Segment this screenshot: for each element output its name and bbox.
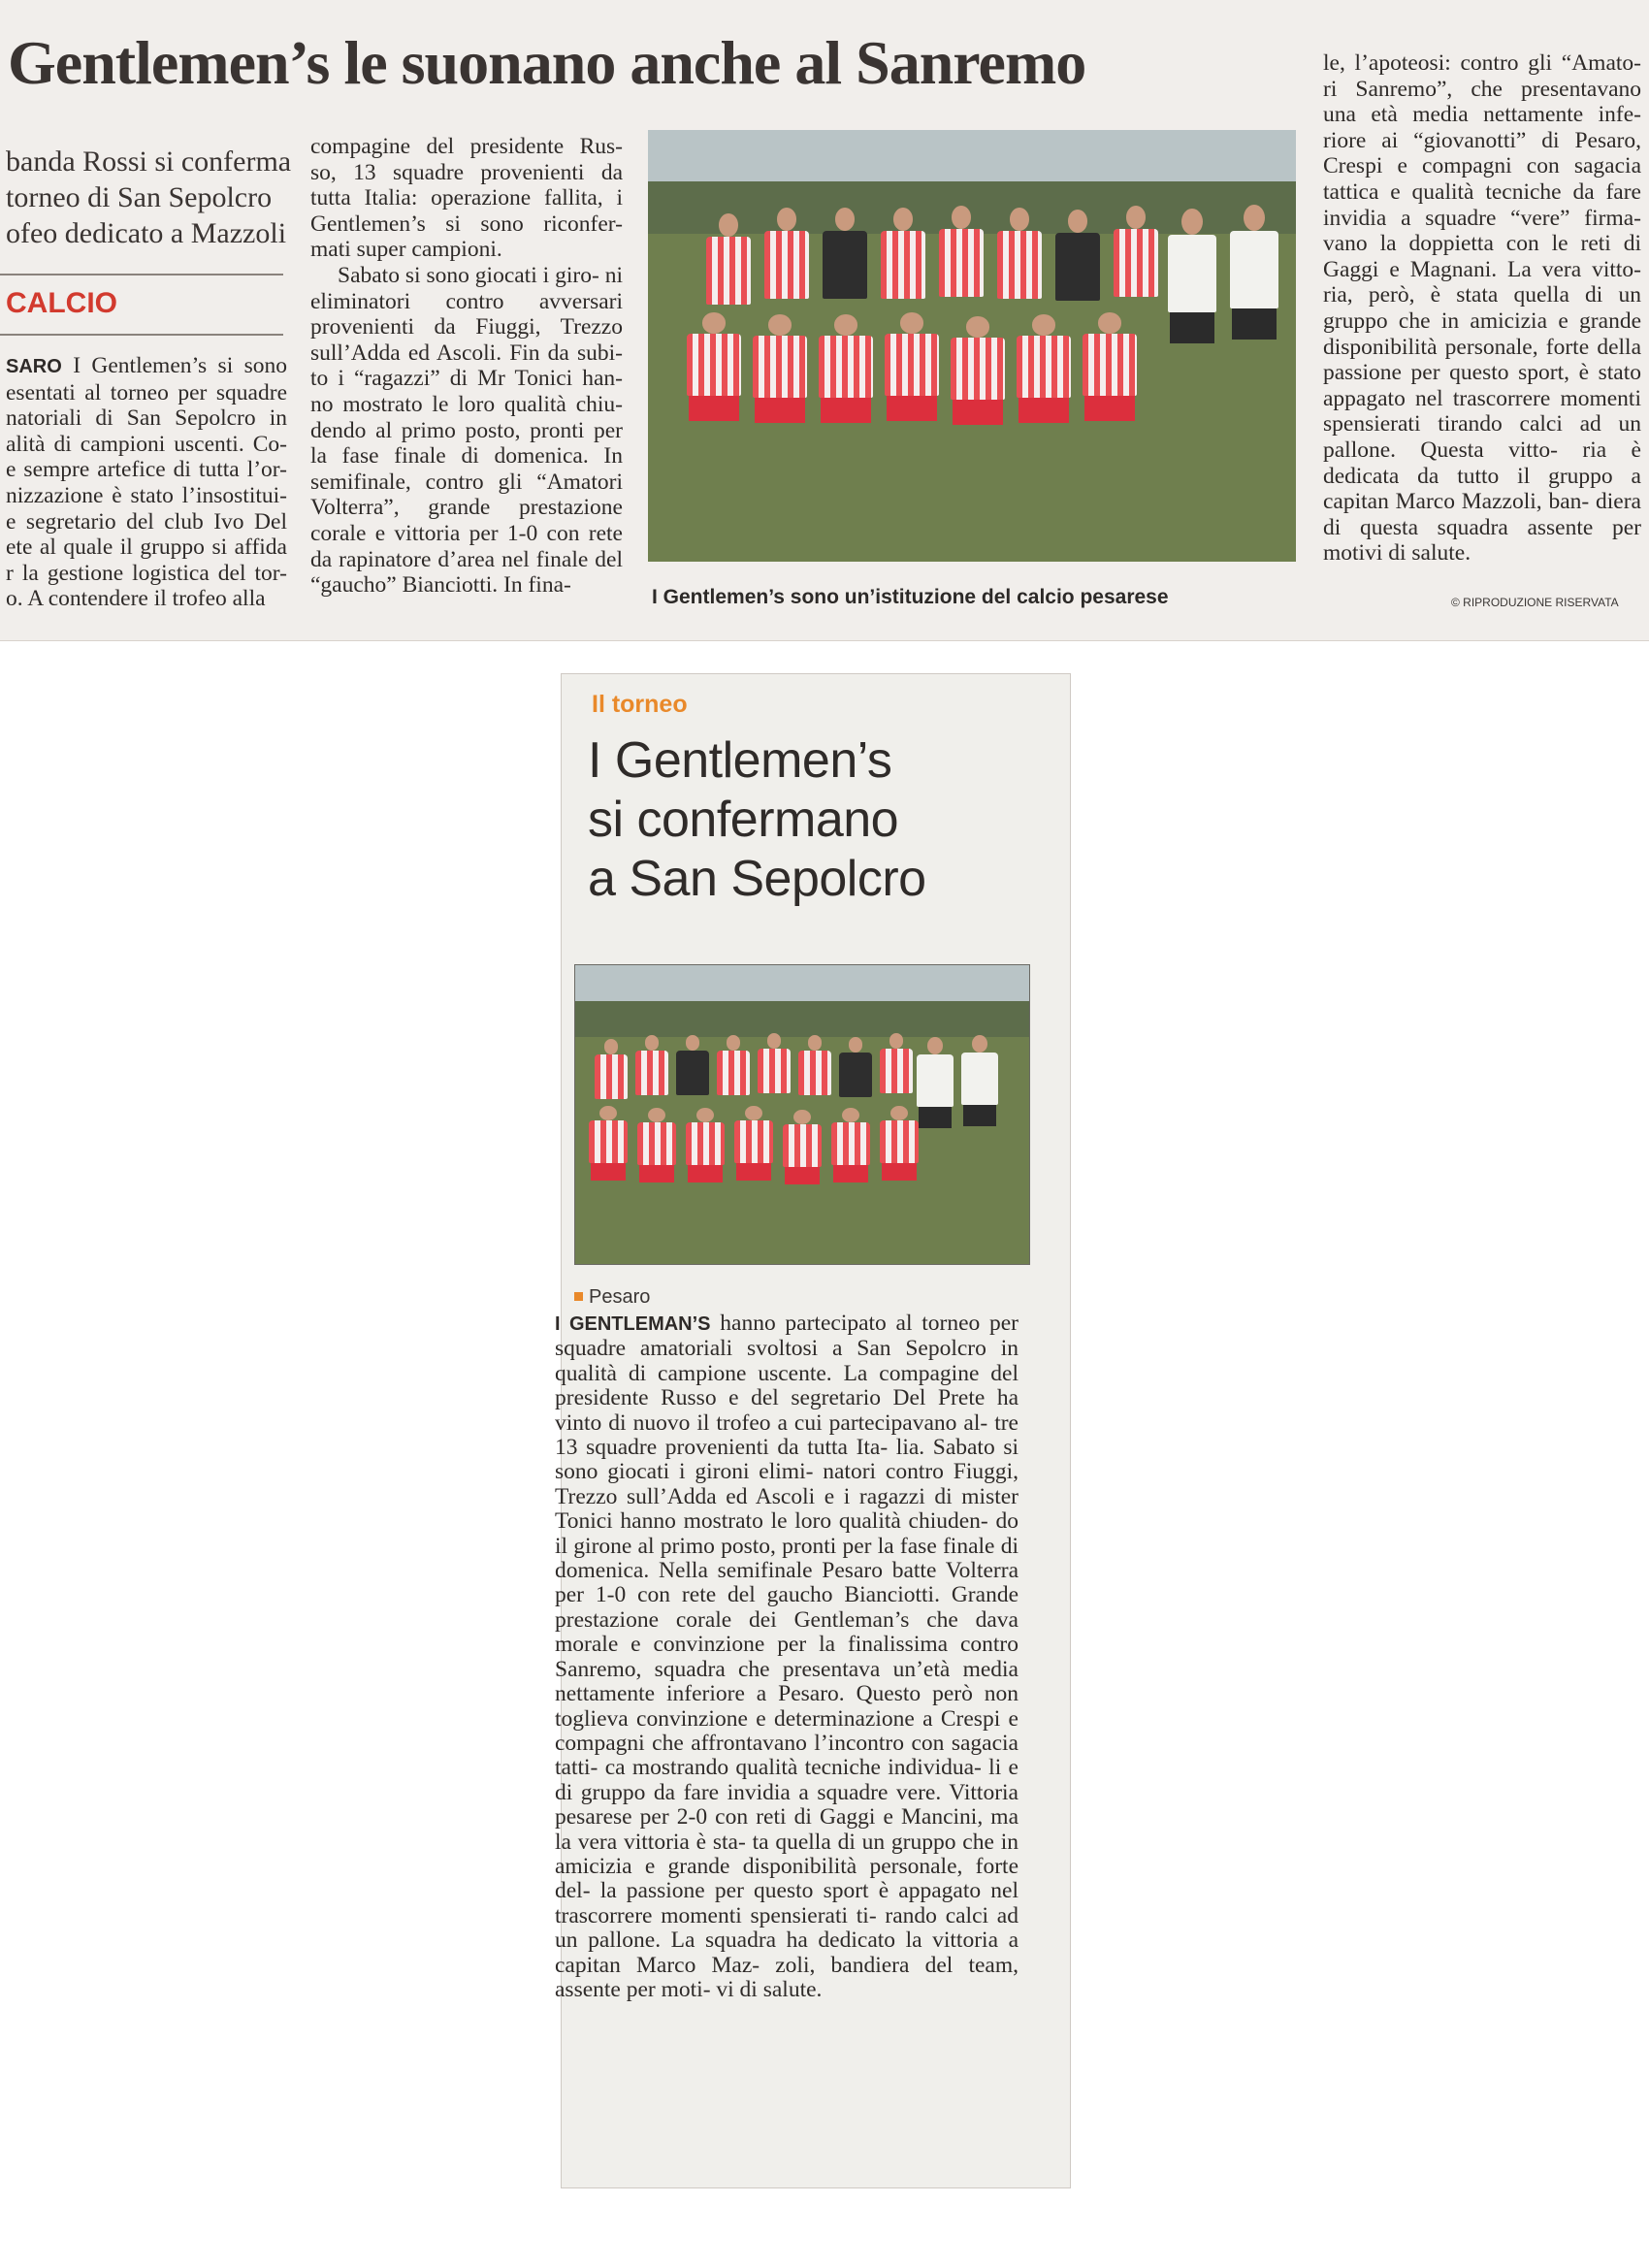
- section-label: CALCIO: [6, 287, 117, 319]
- player-figure: [734, 1120, 773, 1163]
- copyright-notice: © RIPRODUZIONE RISERVATA: [1451, 596, 1619, 609]
- square-bullet-icon: [574, 1292, 583, 1301]
- subhead-line: banda Rossi si conferma: [6, 146, 292, 178]
- headline-line: a San Sepolcro: [588, 851, 926, 907]
- article1-column-1: [6, 353, 287, 612]
- player-figure: [1017, 336, 1071, 398]
- article2-body: [555, 1312, 1018, 2002]
- player-figure: [823, 231, 867, 299]
- team-photo: [648, 130, 1296, 562]
- player-figure: [758, 1049, 791, 1093]
- player-figure: [880, 1049, 913, 1093]
- player-figure: [885, 334, 939, 396]
- player-figure: [1083, 334, 1137, 396]
- player-figure: [1168, 235, 1216, 312]
- article1-place: SARO: [6, 356, 62, 377]
- player-figure: [637, 1122, 676, 1165]
- divider: [0, 334, 283, 336]
- player-figure: [1230, 231, 1278, 308]
- player-figure: [951, 338, 1005, 400]
- paragraph: Sabato si sono giocati i giro- ni eliminatori contro avversari provenienti da Fiuggi, Trezzo sull’Adda ed Ascoli. Fin da subi- to i “ragazzi” di Mr Tonici han- no mostrato le loro qualità chiu- dendo al primo posto, pronti per la fase finale di domenica. In semifinale, contro gli “Amatori Volterra”, grande prestazione corale e vittoria per 1-0 con rete da rapinatore d’area nel finale del “gaucho” Bianciotti. In fina-: [310, 262, 623, 599]
- article1-column-4: le, l’apoteosi: contro gli “Amato- ri Sanremo”, che presentavano una età media nettamente infe- riore ai “giovanotti” di Pesaro, Crespi e compagni con sagacia tattica e qualità tecniche da fare invidia a squadre “vere” firma- vano la doppietta con le reti di Gaggi e Magnani. La vera vitto- ria, però, è stata quella di un gruppo che in amicizia e grande disponibilità personale, forte della passione per questo sport, è stato appagato nel trascorrere momenti spensierati tirando calci ad un pallone. Questa vitto- ria è dedicata da tutto il gruppo a capitan Marco Mazzoli, ban- diera di questa squadra assente per motivi di salute.: [1323, 50, 1641, 567]
- clipping-top: [0, 0, 1649, 641]
- article1-headline: Gentlemen’s le suonano anche al Sanremo: [8, 28, 1086, 97]
- player-figure: [917, 1054, 954, 1107]
- player-figure: [764, 231, 809, 299]
- article1-column-2: [310, 134, 623, 599]
- player-figure: [839, 1053, 872, 1097]
- player-figure: [819, 336, 873, 398]
- article2-body-text: hanno partecipato al torneo per squadre amatoriali svoltosi a San Sepolcro in qualità di campione uscente. La compagine del presidente Russo e del segretario Del Prete ha vinto di nuovo il trofeo a cui partecipavano al- tre 13 squadre provenienti da tutta Ita- lia. Sabato si sono giocati i gironi elimi- natori contro Fiuggi, Trezzo sull’Adda ed Ascoli e i ragazzi di mister Tonici hanno mostrato le loro qualità chiuden- do il girone al primo posto, pronti per la fase finale di domenica. Nella semifinale Pesaro batte Volterra per 1-0 con rete del gaucho Bianciotti. Grande prestazione corale dei Gentleman’s che dava morale e convinzione per la finalissima contro Sanremo, squadra che presentava un’età media nettamente inferiore a Pesaro. Questo però non toglieva convinzione e determinazione a Crespi e compagni che affrontavano l’incontro con sagacia tatti- ca mostrando qualità tecniche individua- li e di gruppo da fare invidia a squadre vere. Vittoria pesarese per 2-0 con reti di Gaggi e Mancini, ma la vera vittoria è sta- ta quella di un gruppo che in amicizia e grande disponibilità personale, forte del- la passione per questo sport è appagato nel trascorrere momenti spensierati ti- rando calci ad un pallone. La squadra ha dedicato la vittoria a capitan Marco Maz- zoli, bandiera del team, assente per moti- vi di salute.: [555, 1311, 1018, 2002]
- player-figure: [783, 1124, 822, 1167]
- article2-headline: [588, 731, 1044, 909]
- player-figure: [686, 1122, 725, 1165]
- photo-caption: I Gentlemen’s sono un’istituzione del calcio pesarese: [652, 586, 1169, 608]
- team-photo-small: [574, 964, 1030, 1265]
- player-figure: [939, 229, 984, 297]
- player-figure: [961, 1053, 998, 1105]
- player-figure: [706, 237, 751, 305]
- article2-kicker: Il torneo: [592, 691, 688, 718]
- player-figure: [880, 1120, 919, 1163]
- player-figure: [753, 336, 807, 398]
- player-figure: [687, 334, 741, 396]
- headline-line: I Gentlemen’s: [588, 732, 892, 789]
- player-figure: [635, 1051, 668, 1095]
- player-figure: [798, 1051, 831, 1095]
- article2-dateline: [574, 1286, 650, 1309]
- player-figure: [1055, 233, 1100, 301]
- player-figure: [589, 1120, 628, 1163]
- paragraph: compagine del presidente Rus- so, 13 squadre provenienti da tutta Italia: operazione fallita, i Gentlemen’s si sono riconfer- mati super campioni.: [310, 134, 623, 263]
- player-figure: [717, 1051, 750, 1095]
- player-figure: [595, 1054, 628, 1099]
- player-figure: [881, 231, 925, 299]
- dateline-text: Pesaro: [589, 1286, 651, 1308]
- player-figure: [1114, 229, 1158, 297]
- subhead-line: ofeo dedicato a Mazzoli: [6, 217, 287, 249]
- article1-col1-text: I Gentlemen’s si sono esentati al torneo per squadre natoriali di San Sepolcro in alità di campioni uscenti. Co- e sempre artefice di tutta l’or- nizzazione è stato l’insostitui- e segretario del club Ivo Del ete al quale il gruppo si affida r la gestione logistica del tor- o. A contendere il trofeo alla: [6, 353, 288, 612]
- article2-lead: I GENTLEMAN’S: [555, 1313, 711, 1335]
- player-figure: [997, 231, 1042, 299]
- player-figure: [676, 1051, 709, 1095]
- divider: [0, 274, 283, 275]
- headline-line: si confermano: [588, 792, 899, 848]
- article1-subhead: [6, 144, 292, 251]
- player-figure: [831, 1122, 870, 1165]
- subhead-line: torneo di San Sepolcro: [6, 181, 273, 213]
